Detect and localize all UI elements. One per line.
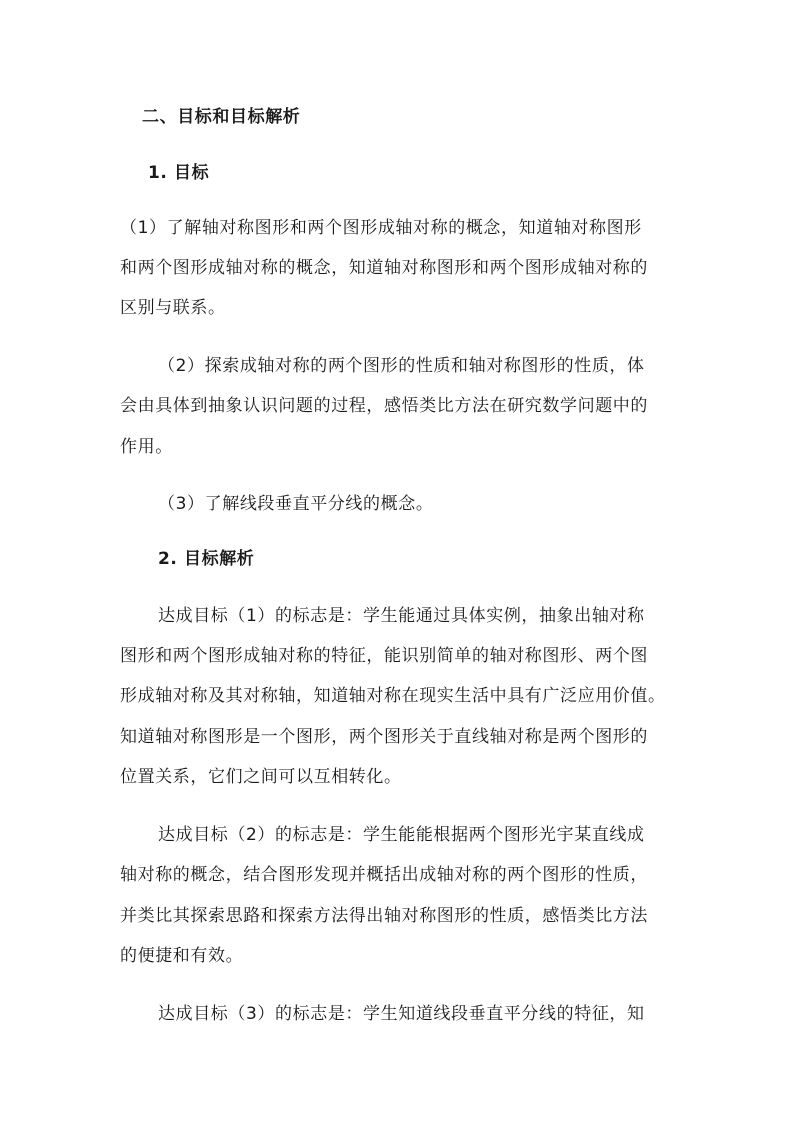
goal-2-line-2: 会由具体到抽象认识问题的过程，感悟类比方法在研究数学问题中的 [120, 396, 648, 416]
goal-1-line-1: （1）了解轴对称图形和两个图形成轴对称的概念，知道轴对称图形 [120, 218, 642, 238]
analysis-1-line-3: 形成轴对称及其对称轴，知道轴对称在现实生活中具有广泛应用价值。 [120, 686, 666, 706]
analysis-3-line-1: 达成目标（3）的标志是：学生知道线段垂直平分线的特征，知 [158, 1004, 645, 1024]
analysis-2-line-2: 轴对称的概念，结合图形发现并概括出成轴对称的两个图形的性质， [120, 865, 648, 885]
goal-2-line-1: （2）探索成轴对称的两个图形的性质和轴对称图形的性质，体 [158, 356, 645, 376]
sub-heading-analysis: 2. 目标解析 [158, 549, 255, 569]
analysis-1-line-2: 图形和两个图形成轴对称的特征，能识别简单的轴对称图形、两个图 [120, 646, 648, 666]
analysis-1-line-1: 达成目标（1）的标志是：学生能通过具体实例，抽象出轴对称 [158, 606, 645, 626]
goal-2-line-3: 作用。 [120, 437, 173, 457]
goal-1-line-3: 区别与联系。 [120, 298, 226, 318]
analysis-1-line-4: 知道轴对称图形是一个图形，两个图形关于直线轴对称是两个图形的 [120, 727, 648, 747]
sub-heading-goals: 1. 目标 [148, 163, 210, 183]
analysis-2-line-1: 达成目标（2）的标志是：学生能能根据两个图形光宇某直线成 [158, 825, 645, 845]
goal-3-line-1: （3）了解线段垂直平分线的概念。 [158, 494, 434, 514]
analysis-1-line-5: 位置关系，它们之间可以互相转化。 [120, 767, 402, 787]
analysis-2-line-4: 的便捷和有效。 [120, 946, 244, 966]
section-heading: 二、目标和目标解析 [142, 107, 301, 127]
analysis-2-line-3: 并类比其探索思路和探索方法得出轴对称图形的性质，感悟类比方法 [120, 906, 648, 926]
goal-1-line-2: 和两个图形成轴对称的概念，知道轴对称图形和两个图形成轴对称的 [120, 258, 648, 278]
